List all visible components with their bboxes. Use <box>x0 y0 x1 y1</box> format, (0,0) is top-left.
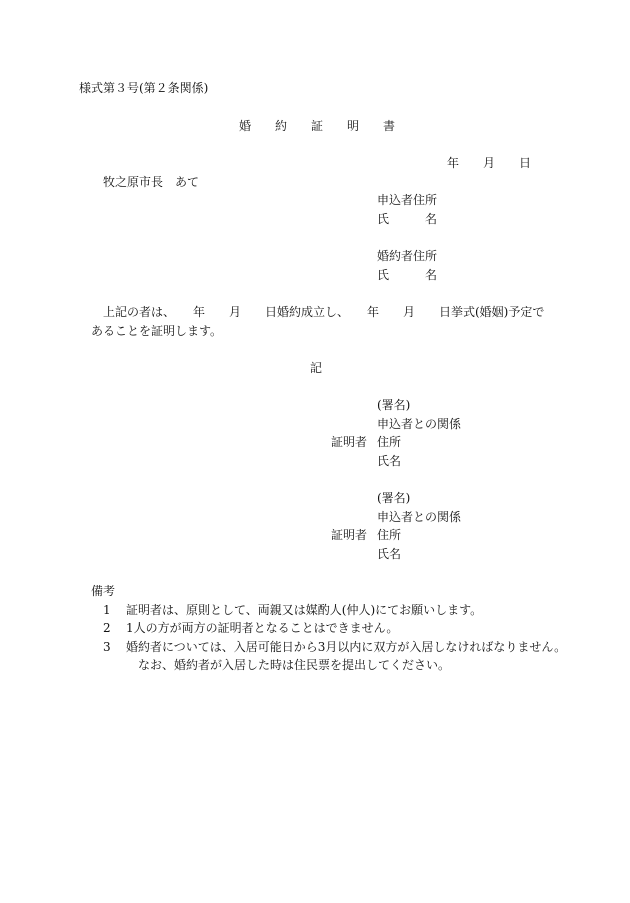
fiance-address-label: 婚約者住所 <box>377 249 438 263</box>
body-line-1: 上記の者は、 年 月 日婚約成立し、 年 月 日挙式(婚姻)予定で <box>103 305 545 319</box>
body-line-2: あることを証明します。 <box>91 324 223 338</box>
note-2-number: 2 <box>103 621 111 635</box>
applicant-name-label: 氏 名 <box>377 212 438 226</box>
certifier-1-relation-label: 申込者との関係 <box>377 417 462 431</box>
certifier-2-role-label: 証明者 <box>331 528 368 542</box>
note-3-text: 婚約者については、入居可能日から3月以内に双方が入居しなければなりません。 <box>126 640 567 654</box>
note-3-continuation: なお、婚約者が入居した時は住民票を提出してください。 <box>138 658 451 672</box>
certifier-1-role-label: 証明者 <box>331 435 368 449</box>
date-line: 年 月 日 <box>447 156 532 170</box>
note-1-number: 1 <box>103 603 111 617</box>
addressee: 牧之原市長 あて <box>103 175 200 189</box>
certifier-1-name-label: 氏名 <box>377 454 402 468</box>
certifier-1-signature-label: (署名) <box>377 398 411 412</box>
applicant-address-label: 申込者住所 <box>377 193 438 207</box>
ki-heading: 記 <box>310 361 323 375</box>
fiance-name-label: 氏 名 <box>377 268 438 282</box>
note-1-text: 証明者は、原則として、両親又は媒酌人(仲人)にてお願いします。 <box>126 603 483 617</box>
certifier-2-name-label: 氏名 <box>377 547 402 561</box>
document-title: 婚 約 証 明 書 <box>239 119 396 133</box>
certifier-2-signature-label: (署名) <box>377 491 411 505</box>
notes-heading: 備考 <box>91 584 116 598</box>
note-2-text: 1人の方が両方の証明者となることはできません。 <box>126 621 399 635</box>
form-label: 様式第３号(第２条関係) <box>79 81 209 95</box>
note-3-number: 3 <box>103 640 111 654</box>
certifier-2-relation-label: 申込者との関係 <box>377 510 462 524</box>
certifier-2-address-label: 住所 <box>377 528 402 542</box>
certifier-1-address-label: 住所 <box>377 435 402 449</box>
